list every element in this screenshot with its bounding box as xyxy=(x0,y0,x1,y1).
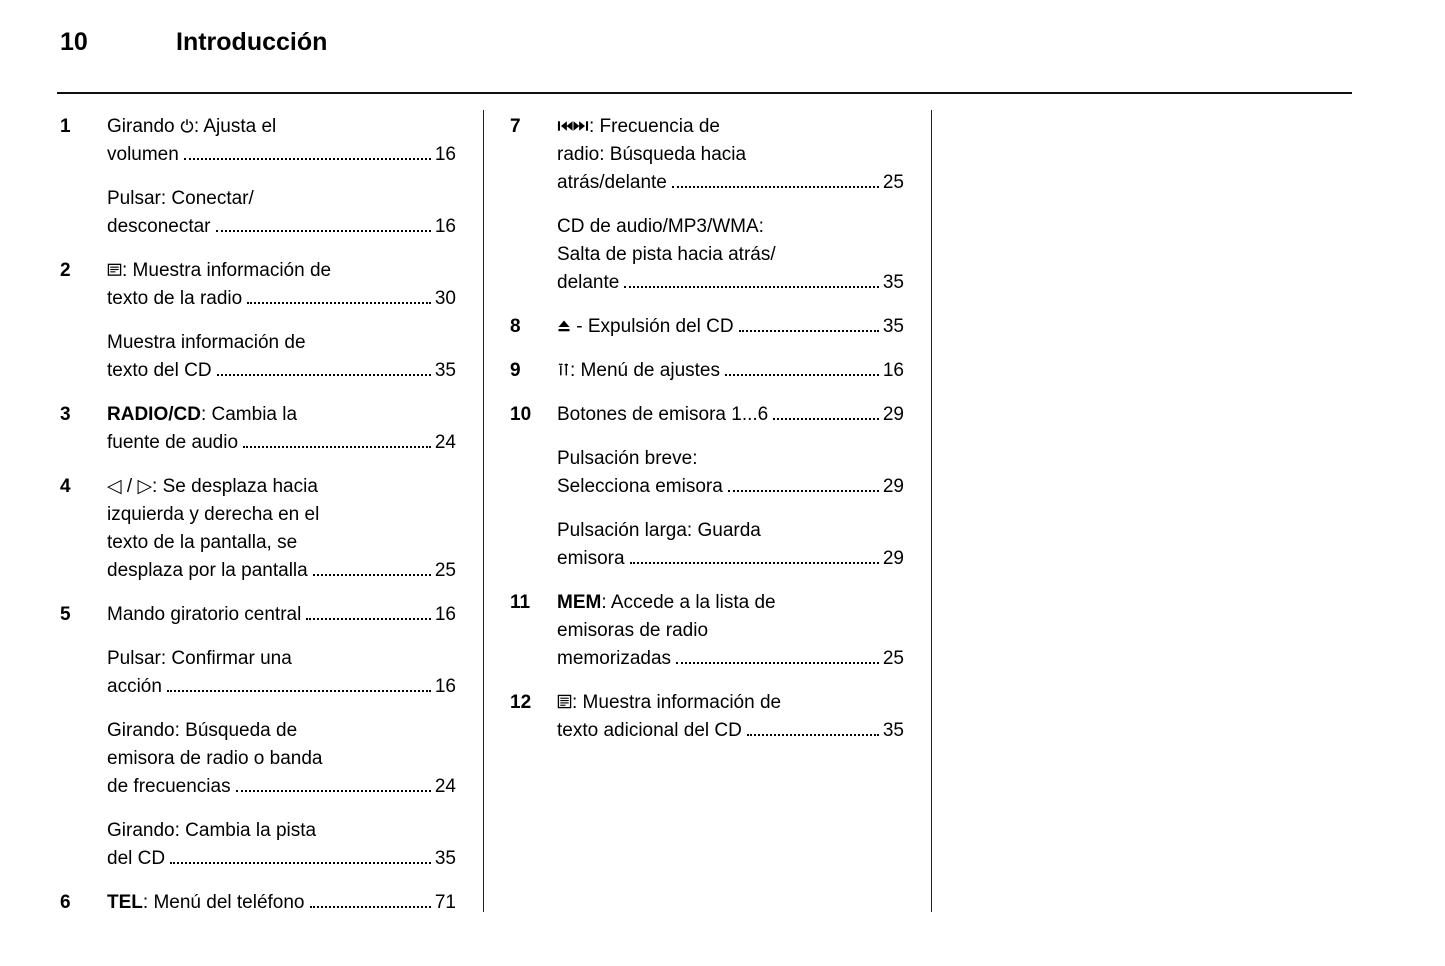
text-segment: Selecciona emisora xyxy=(557,476,723,497)
text-segment: RADIO/CD xyxy=(107,404,201,425)
text-line xyxy=(557,401,904,429)
text-line xyxy=(557,517,904,545)
text-segment: desplaza por la pantalla xyxy=(107,560,308,581)
entry-body xyxy=(557,357,904,401)
text-segment: desconectar xyxy=(107,216,211,237)
text-segment: emisora xyxy=(557,548,625,569)
text-segment: : Menú de ajustes xyxy=(570,360,720,381)
entry-number: 2 xyxy=(60,260,71,281)
text-line xyxy=(107,473,456,501)
text-line xyxy=(557,169,904,197)
text-segment: MEM xyxy=(557,592,602,613)
text-segment: emisora de radio o banda xyxy=(107,748,323,769)
text-line xyxy=(557,269,904,297)
text-line xyxy=(557,717,904,745)
entry-paragraph xyxy=(107,717,456,801)
legend-entry xyxy=(60,257,456,401)
text-line xyxy=(557,241,904,269)
text-line xyxy=(557,589,904,617)
text-line xyxy=(107,141,456,169)
page-ref: 35 xyxy=(434,360,456,381)
page-ref: 29 xyxy=(882,476,904,497)
entry-number: 1 xyxy=(60,116,71,137)
dot-leader xyxy=(739,330,879,332)
entry-paragraph xyxy=(107,473,456,585)
text-segment: delante xyxy=(557,272,620,293)
text-line xyxy=(107,889,456,917)
page-ref: 35 xyxy=(434,848,456,869)
dot-leader xyxy=(167,690,431,692)
legend-entry xyxy=(60,601,456,889)
text-line xyxy=(107,529,456,557)
text-segment: TEL xyxy=(107,892,143,913)
text-segment: Botones de emisora 1...6 xyxy=(557,404,769,425)
legend-entry xyxy=(510,401,904,589)
dot-leader xyxy=(170,862,431,864)
dot-leader xyxy=(247,302,431,304)
text-line xyxy=(107,601,456,629)
page-ref: 35 xyxy=(882,720,904,741)
text-line xyxy=(107,357,456,385)
text-segment: Muestra información de xyxy=(107,332,306,353)
dot-leader xyxy=(630,562,879,564)
text-line xyxy=(107,817,456,845)
text-segment: emisoras de radio xyxy=(557,620,709,641)
entry-body xyxy=(557,589,904,689)
text-line xyxy=(107,717,456,745)
text-segment: : Muestra información de xyxy=(572,692,782,713)
eject-icon xyxy=(557,313,571,341)
dot-leader xyxy=(306,618,431,620)
entry-number: 7 xyxy=(510,116,521,137)
cd-text-icon xyxy=(557,689,572,717)
text-segment: Girando: Búsqueda de xyxy=(107,720,298,741)
text-segment: Pulsar: Confirmar una xyxy=(107,648,292,669)
entry-paragraph xyxy=(107,601,456,629)
entry-number: 10 xyxy=(510,404,532,425)
legend-entry xyxy=(60,473,456,601)
column-divider-2 xyxy=(931,110,932,912)
dot-leader xyxy=(236,790,431,792)
text-line xyxy=(107,501,456,529)
text-segment: Girando: Cambia la pista xyxy=(107,820,317,841)
dot-leader xyxy=(672,186,879,188)
dot-leader xyxy=(725,374,879,376)
legend-entry xyxy=(510,113,904,313)
page-ref: 16 xyxy=(434,676,456,697)
page-ref: 25 xyxy=(882,648,904,669)
entry-number: 5 xyxy=(60,604,71,625)
entry-number: 12 xyxy=(510,692,532,713)
page-ref: 71 xyxy=(434,892,456,913)
seek-icon xyxy=(557,113,589,141)
text-segment: de frecuencias xyxy=(107,776,231,797)
page-ref: 29 xyxy=(882,404,904,425)
entry-body xyxy=(557,113,904,313)
text-line xyxy=(557,213,904,241)
page-header xyxy=(60,28,327,57)
text-segment: volumen xyxy=(107,144,179,165)
text-line xyxy=(107,329,456,357)
legend-entry xyxy=(510,689,904,761)
dot-leader xyxy=(217,374,431,376)
text-segment: : Accede a la lista de xyxy=(601,592,776,613)
entry-body xyxy=(107,473,456,601)
entry-number: 3 xyxy=(60,404,71,425)
text-segment: : Frecuencia de xyxy=(589,116,720,137)
legend-entry xyxy=(60,113,456,257)
text-segment: del CD xyxy=(107,848,166,869)
text-segment: memorizadas xyxy=(557,648,672,669)
entry-number: 11 xyxy=(510,592,531,613)
dot-leader xyxy=(184,158,431,160)
text-line xyxy=(107,673,456,701)
entry-number: 9 xyxy=(510,360,521,381)
text-segment: texto adicional del CD xyxy=(557,720,742,741)
text-segment: : Muestra información de xyxy=(122,260,332,281)
text-segment: atrás/delante xyxy=(557,172,667,193)
text-segment: : Menú del teléfono xyxy=(142,892,305,913)
entry-paragraph xyxy=(107,185,456,241)
entry-body xyxy=(557,401,904,589)
text-line xyxy=(107,773,456,801)
entry-paragraph xyxy=(557,445,904,501)
text-line xyxy=(107,257,456,285)
text-line xyxy=(107,285,456,313)
entry-body xyxy=(557,313,904,357)
text-line xyxy=(107,213,456,241)
power-icon xyxy=(180,113,194,141)
entry-body xyxy=(107,257,456,401)
entry-body xyxy=(107,401,456,473)
legend-entry xyxy=(510,357,904,401)
dot-leader xyxy=(728,490,879,492)
page-ref: 25 xyxy=(434,560,456,581)
entry-paragraph xyxy=(107,889,456,917)
legend-entry xyxy=(510,313,904,357)
text-line xyxy=(107,113,456,141)
text-segment: texto de la radio xyxy=(107,288,243,309)
dot-leader xyxy=(624,286,879,288)
entry-paragraph xyxy=(557,401,904,429)
text-segment: acción xyxy=(107,676,162,697)
entry-paragraph xyxy=(107,645,456,701)
dot-leader xyxy=(676,662,879,664)
text-line xyxy=(557,445,904,473)
entry-paragraph xyxy=(107,817,456,873)
entry-body xyxy=(107,601,456,889)
entry-number: 6 xyxy=(60,892,71,913)
page-ref: 24 xyxy=(434,776,456,797)
entry-paragraph xyxy=(107,113,456,169)
entry-paragraph xyxy=(557,357,904,385)
text-segment: : Ajusta el xyxy=(193,116,277,137)
text-line xyxy=(557,313,904,341)
settings-icon xyxy=(557,357,570,385)
text-line xyxy=(557,357,904,385)
legend-entry xyxy=(510,589,904,689)
text-segment: Girando xyxy=(107,116,180,137)
text-segment: fuente de audio xyxy=(107,432,239,453)
header-rule xyxy=(57,92,1352,94)
dot-leader xyxy=(773,418,879,420)
entry-paragraph xyxy=(107,401,456,457)
entry-number: 4 xyxy=(60,476,71,497)
text-segment: Salta de pista hacia atrás/ xyxy=(557,244,776,265)
text-line xyxy=(557,473,904,501)
page-ref: 16 xyxy=(882,360,904,381)
text-segment: izquierda y derecha en el xyxy=(107,504,320,525)
dot-leader xyxy=(747,734,879,736)
text-line xyxy=(107,557,456,585)
entry-paragraph xyxy=(107,329,456,385)
page-ref: 30 xyxy=(434,288,456,309)
column-2 xyxy=(510,113,904,761)
text-line xyxy=(107,401,456,429)
entry-paragraph xyxy=(557,213,904,297)
page-ref: 16 xyxy=(434,604,456,625)
entry-body xyxy=(107,113,456,257)
entry-body xyxy=(557,689,904,761)
page-ref: 16 xyxy=(434,216,456,237)
legend-entry xyxy=(60,889,456,933)
entry-paragraph xyxy=(107,257,456,313)
text-segment: Mando giratorio central xyxy=(107,604,302,625)
text-segment: CD de audio/MP3/WMA: xyxy=(557,216,764,237)
text-segment: texto del CD xyxy=(107,360,212,381)
text-line xyxy=(107,745,456,773)
text-line xyxy=(107,845,456,873)
chapter-title: Introducción xyxy=(176,28,328,56)
text-segment: Pulsar: Conectar/ xyxy=(107,188,254,209)
dot-leader xyxy=(243,446,431,448)
dot-leader xyxy=(313,574,431,576)
page-ref: 24 xyxy=(434,432,456,453)
text-segment: - Expulsión del CD xyxy=(571,316,734,337)
text-line xyxy=(557,689,904,717)
entry-paragraph xyxy=(557,689,904,745)
page-ref: 16 xyxy=(434,144,456,165)
text-line xyxy=(557,617,904,645)
page-ref: 25 xyxy=(882,172,904,193)
text-segment: ◁ / ▷: Se desplaza hacia xyxy=(107,476,318,497)
page-number: 10 xyxy=(60,28,88,56)
text-line xyxy=(557,141,904,169)
entry-paragraph xyxy=(557,313,904,341)
text-line xyxy=(557,645,904,673)
text-segment: radio: Búsqueda hacia xyxy=(557,144,747,165)
text-line xyxy=(557,545,904,573)
page-ref: 35 xyxy=(882,316,904,337)
legend-entry xyxy=(60,401,456,473)
text-line xyxy=(107,429,456,457)
text-segment: texto de la pantalla, se xyxy=(107,532,298,553)
entry-paragraph xyxy=(557,517,904,573)
entry-body xyxy=(107,889,456,933)
column-1 xyxy=(60,113,456,933)
page-ref: 35 xyxy=(882,272,904,293)
entry-paragraph xyxy=(557,113,904,197)
radio-text-icon xyxy=(107,257,122,285)
text-segment: Pulsación breve: xyxy=(557,448,698,469)
page-ref: 29 xyxy=(882,548,904,569)
text-segment: : Cambia la xyxy=(200,404,298,425)
text-line xyxy=(107,645,456,673)
column-divider-1 xyxy=(483,110,484,912)
entry-number: 8 xyxy=(510,316,521,337)
dot-leader xyxy=(310,906,431,908)
text-line xyxy=(107,185,456,213)
text-line xyxy=(557,113,904,141)
entry-paragraph xyxy=(557,589,904,673)
text-segment: Pulsación larga: Guarda xyxy=(557,520,761,541)
dot-leader xyxy=(216,230,431,232)
